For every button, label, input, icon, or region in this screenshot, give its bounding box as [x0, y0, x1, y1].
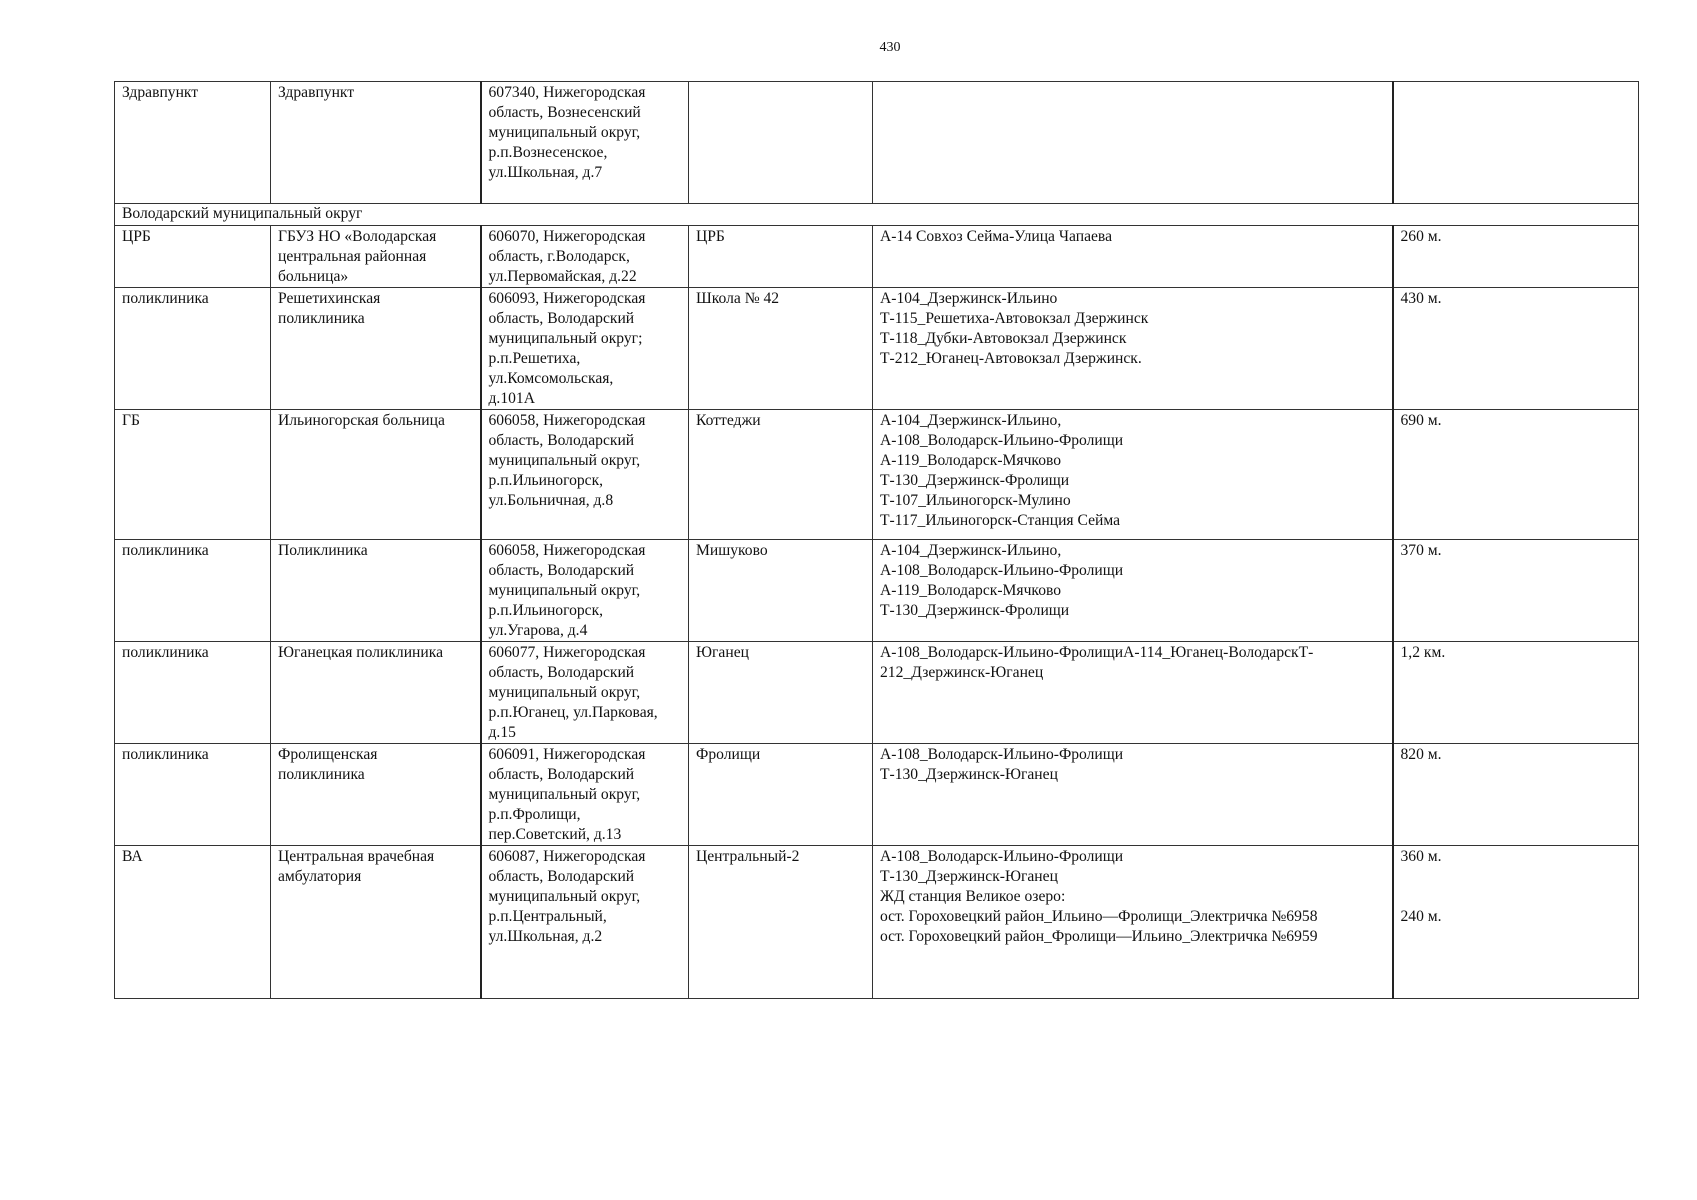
- distance-cell: 260 м.: [1393, 226, 1639, 288]
- distance-cell: 370 м.: [1393, 540, 1639, 642]
- section-title: Володарский муниципальный округ: [115, 204, 1639, 226]
- routes-cell: А-108_Володарск-Ильино-Фролищи Т-130_Дзержинск-Юганец: [873, 744, 1393, 846]
- stop-cell: Коттеджи: [689, 410, 873, 540]
- routes-cell: А-108_Володарск-Ильино-Фролищи Т-130_Дзержинск-Юганец ЖД станция Великое озеро: ост. Гороховецкий район_Ильино—Фролищи_Электричка №6958 ост. Гороховецкий район_Фролищи—Ильино_Электричка №6959: [873, 846, 1393, 999]
- facility-name-cell: Поликлиника: [271, 540, 481, 642]
- routes-cell: А-104_Дзержинск-Ильино, А-108_Володарск-Ильино-Фролищи А-119_Володарск-Мячково Т-130_Дзержинск-Фролищи: [873, 540, 1393, 642]
- facility-type-cell: поликлиника: [115, 744, 271, 846]
- routes-cell: А-108_Володарск-Ильино-ФролищиА-114_Юганец-ВолодарскТ- 212_Дзержинск-Юганец: [873, 642, 1393, 744]
- address-cell: 606077, Нижегородская область, Володарский муниципальный округ, р.п.Юганец, ул.Парковая, д.15: [481, 642, 689, 744]
- facility-type-cell: поликлиника: [115, 288, 271, 410]
- facilities-table: [114, 81, 1639, 999]
- table-row: [115, 226, 1639, 288]
- facility-type-cell: ВА: [115, 846, 271, 999]
- facility-type-cell: поликлиника: [115, 540, 271, 642]
- address-cell: 606070, Нижегородская область, г.Володарск, ул.Первомайская, д.22: [481, 226, 689, 288]
- stop-cell: [689, 82, 873, 204]
- table-row: [115, 846, 1639, 999]
- routes-cell: [873, 82, 1393, 204]
- routes-cell: А-104_Дзержинск-Ильино Т-115_Решетиха-Автовокзал Дзержинск Т-118_Дубки-Автовокзал Дзержинск Т-212_Юганец-Автовокзал Дзержинск.: [873, 288, 1393, 410]
- table-row: [115, 744, 1639, 846]
- stop-cell: Юганец: [689, 642, 873, 744]
- address-cell: 606087, Нижегородская область, Володарский муниципальный округ, р.п.Центральный, ул.Школьная, д.2: [481, 846, 689, 999]
- facility-name-cell: Центральная врачебная амбулатория: [271, 846, 481, 999]
- distance-cell: 1,2 км.: [1393, 642, 1639, 744]
- facility-type-cell: поликлиника: [115, 642, 271, 744]
- distance-cell: [1393, 82, 1639, 204]
- table-row: [115, 410, 1639, 540]
- table-row: [115, 540, 1639, 642]
- distance-cell: 820 м.: [1393, 744, 1639, 846]
- distance-cell: 360 м. 240 м.: [1393, 846, 1639, 999]
- table-row: [115, 82, 1639, 204]
- routes-cell: А-14 Совхоз Сейма-Улица Чапаева: [873, 226, 1393, 288]
- address-cell: 606058, Нижегородская область, Володарский муниципальный округ, р.п.Ильиногорск, ул.Больничная, д.8: [481, 410, 689, 540]
- facility-name-cell: ГБУЗ НО «Володарская центральная районная больница»: [271, 226, 481, 288]
- stop-cell: Школа № 42: [689, 288, 873, 410]
- address-cell: 606091, Нижегородская область, Володарский муниципальный округ, р.п.Фролищи, пер.Советский, д.13: [481, 744, 689, 846]
- distance-cell: 690 м.: [1393, 410, 1639, 540]
- stop-cell: Центральный-2: [689, 846, 873, 999]
- page-number: 430: [879, 40, 901, 55]
- facility-name-cell: Решетихинская поликлиника: [271, 288, 481, 410]
- distance-cell: 430 м.: [1393, 288, 1639, 410]
- facility-name-cell: Здравпункт: [271, 82, 481, 204]
- table-row: [115, 642, 1639, 744]
- address-cell: 607340, Нижегородская область, Вознесенский муниципальный округ, р.п.Вознесенское, ул.Школьная, д.7: [481, 82, 689, 204]
- facility-name-cell: Юганецкая поликлиника: [271, 642, 481, 744]
- routes-cell: А-104_Дзержинск-Ильино, А-108_Володарск-Ильино-Фролищи А-119_Володарск-Мячково Т-130_Дзержинск-Фролищи Т-107_Ильиногорск-Мулино Т-117_Ильиногорск-Станция Сейма: [873, 410, 1393, 540]
- address-cell: 606093, Нижегородская область, Володарский муниципальный округ; р.п.Решетиха, ул.Комсомольская, д.101А: [481, 288, 689, 410]
- facility-type-cell: Здравпункт: [115, 82, 271, 204]
- table-row: [115, 288, 1639, 410]
- stop-cell: Фролищи: [689, 744, 873, 846]
- facility-name-cell: Ильиногорская больница: [271, 410, 481, 540]
- section-row: [115, 204, 1639, 226]
- stop-cell: ЦРБ: [689, 226, 873, 288]
- facility-name-cell: Фролищенская поликлиника: [271, 744, 481, 846]
- stop-cell: Мишуково: [689, 540, 873, 642]
- facility-type-cell: ГБ: [115, 410, 271, 540]
- facility-type-cell: ЦРБ: [115, 226, 271, 288]
- address-cell: 606058, Нижегородская область, Володарский муниципальный округ, р.п.Ильиногорск, ул.Угарова, д.4: [481, 540, 689, 642]
